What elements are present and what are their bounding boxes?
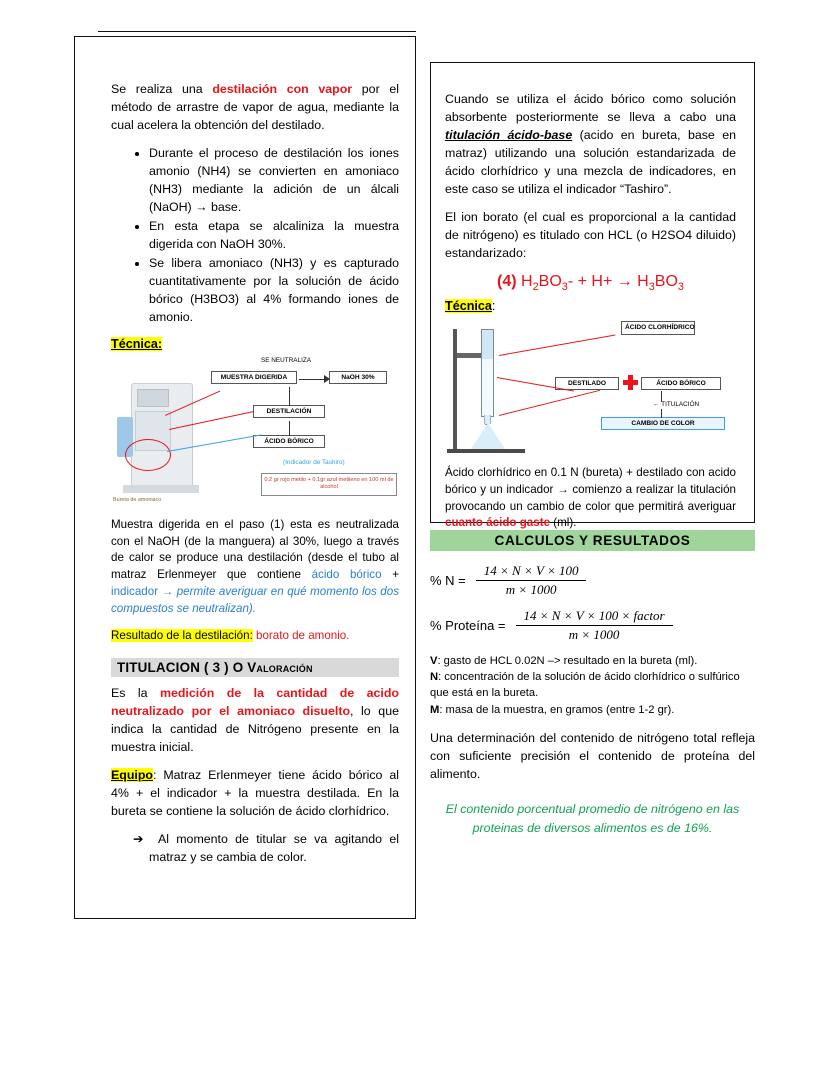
formula-legend (430, 653, 755, 718)
legend-key: M (430, 703, 440, 716)
titulacion-paragraph (111, 685, 399, 757)
calculations-section (430, 530, 755, 837)
right-paragraph-4: Una determinación del contenido de nitrógeno total refleja con suficiente precisión el contenido de proteína del alimento. (430, 730, 755, 781)
equipo-label: Equipo (111, 768, 153, 783)
distillation-device-image (113, 381, 209, 499)
box-acido-clorhidrico: ÁCIDO CLORHÍDRICO (621, 321, 695, 335)
equation-body: $H_2BO_3- + H+ \to H_3BO_3$ (521, 272, 684, 294)
formula-numerator-p: 14 × N × V × 100 × factor (516, 608, 673, 626)
muestra-arrow: → (158, 584, 177, 598)
device-screen (137, 389, 169, 407)
left-tecnica-label: Técnica: (111, 336, 163, 351)
titulacion-small-label: ← TITULACIÓN (653, 401, 700, 409)
formula-fraction-n (476, 563, 587, 598)
intro-paragraph (111, 81, 399, 135)
muestra-italic: permite averiguar en qué momento los dos compuestos se neutralizan). (111, 584, 399, 615)
muestra-acido: ácido bórico (311, 568, 382, 582)
legend-key: N (430, 671, 439, 684)
distillation-diagram (111, 357, 403, 507)
formula-numerator-n: 14 × N × V × 100 (476, 563, 587, 581)
calculos-banner: CALCULOS Y RESULTADOS (430, 530, 755, 551)
box-cambio-de-color: CAMBIO DE COLOR (601, 417, 725, 430)
legend-text: : concentración de la solución de ácido clorhídrico o sulfúrico que está en la bureta. (430, 671, 740, 700)
list-item: ➔ Al momento de titular se va agitando el matraz y se cambia de color. (133, 832, 399, 865)
formula-label-n: % N = (430, 573, 466, 588)
equipo-arrow-list (111, 831, 399, 867)
device-caption: Bureta de amoniaco (113, 496, 162, 503)
legend-item (430, 653, 755, 669)
plus-icon (623, 375, 638, 390)
muestra-indicador: indicador (111, 584, 159, 598)
arrow-muestra-naoh (299, 379, 327, 380)
red-ellipse-annotation (125, 439, 171, 471)
intro-highlight: destilación con vapor (212, 82, 353, 96)
right-tecnica-heading: Técnica: (445, 299, 496, 314)
formula-nitrogeno (430, 563, 755, 598)
connector-r2 (661, 409, 662, 418)
device-base (123, 485, 199, 493)
titration-diagram (445, 319, 735, 457)
left-column (74, 36, 416, 919)
equipo-paragraph (111, 767, 399, 821)
indicator-recipe-band: 0.2 gr rojo metilo + 0.1gr azul metileno en 100 ml de alcohol (261, 473, 397, 496)
right-tecnica-label: Técnica (445, 299, 492, 314)
legend-item (430, 669, 755, 701)
right-p3-pre: Ácido clorhídrico en 0.1 N (bureta) + destilado con acido bórico y un indicador → comienzo a realizar la titulación provocando un cambio de color que permitirá averiguar (445, 466, 736, 513)
muestra-mid: + (381, 568, 399, 582)
formula-denominator-p: m × 1000 (568, 627, 620, 642)
right-p1-emphasis: titulación ácido-base (445, 127, 573, 142)
titulacion-pre: Es la (111, 686, 160, 701)
formula-fraction-p (516, 608, 673, 643)
titulacion-red: medición de la cantidad de acido neutralizado por el amoniaco disuelto (111, 686, 399, 719)
formula-denominator-n: m × 1000 (505, 582, 557, 597)
indicador-tashiro-label: (Indicador de Tashiro) (283, 458, 345, 466)
right-paragraph-1 (445, 91, 736, 199)
list-item: • En esta etapa se alcaliniza la muestra digerida con NaOH 30%. (149, 218, 399, 254)
right-p3-red: cuanto ácido gaste (445, 516, 551, 530)
formula-label-p: % Proteína = (430, 618, 506, 633)
closing-statement: El contenido porcentual promedio de nitrógeno en las proteinas de diversos alimentos es de 16%. (445, 801, 740, 835)
right-paragraph-3 (445, 465, 736, 532)
resultado-value: borato de amonio. (252, 628, 350, 642)
connector-vertical (289, 387, 290, 406)
box-muestra-digerida: MUESTRA DIGERIDA (211, 371, 297, 384)
clamp (457, 353, 483, 358)
muestra-text-1: Muestra digerida en el paso (1) esta es neutralizada con el NaOH (de la manguera) al 30%, luego a través de calor se produce una destilación (desde el tubo al matraz Erlenmeyer que contiene (111, 517, 399, 582)
equation-4 (445, 273, 736, 293)
titulacion-post: , lo que indica la cantidad de Nitrógeno presente en la muestra inicial. (111, 704, 399, 755)
intro-bullet-list (111, 145, 399, 327)
stand-rod (453, 329, 457, 449)
box-destilacion: DESTILACIÓN (253, 405, 325, 418)
intro-post: por el método de arrastre de vapor de agua, mediante la cual acelera la obtención del destilado. (111, 82, 399, 132)
right-paragraph-2: El ion borato (el cual es proporcional a la cantidad de nitrógeno) es titulado con HCL (o H2SO4 diluido) estandarizado: (445, 209, 736, 260)
erlenmeyer-flask (471, 423, 505, 449)
equipo-bullet-text: Al momento de titular se va agitando el matraz y se cambia de color. (149, 832, 399, 865)
stand-base (447, 449, 525, 453)
formula-proteina (430, 608, 755, 643)
diagram-caption-neutraliza: SE NEUTRALIZA (261, 356, 312, 364)
left-tecnica-heading (111, 337, 399, 351)
burette (481, 329, 494, 417)
resultado-label: Resultado de la destilación: (111, 628, 253, 642)
list-item: • Durante el proceso de destilación los iones amonio (NH4) se convierten en amoniaco (NH3) mediante la adición de un álcali (NaOH) → base. (149, 145, 399, 217)
box-destilado: DESTILADO (555, 377, 619, 390)
right-p3-post: (ml). (550, 516, 577, 530)
right-p1-post: (acido en bureta, base en matraz) utilizando una solución estandarizada de ácido clorhídrico y una mezcla de indicadores, en este caso se utiliza el indicador “Tashiro”. (445, 127, 737, 196)
box-acido-borico: ÁCIDO BÓRICO (253, 435, 325, 448)
legend-text: : gasto de HCL 0.02N –> resultado en la bureta (ml). (437, 655, 698, 667)
arrow-tip (324, 375, 330, 383)
list-item: • Se libera amoniaco (NH3) y es capturado cuantitativamente por la solución de ácido bórico (H3BO3) al 4% formando iones de amonio. (149, 255, 399, 327)
right-column (430, 62, 755, 530)
connector-vertical-2 (289, 421, 290, 436)
equation-number: (4) (497, 272, 517, 290)
muestra-paragraph (111, 517, 399, 618)
box-acido-borico-right: ÁCIDO BÓRICO (641, 377, 721, 390)
connector-r1 (661, 391, 662, 402)
legend-text: : masa de la muestra, en gramos (entre 1-2 gr). (439, 703, 675, 716)
equipo-text: : Matraz Erlenmeyer tiene ácido bórico al 4% + el indicador + la muestra destilada. En la bureta se contiene la solución de ácido clorhídrico. (111, 768, 399, 819)
top-rule (98, 31, 416, 32)
box-naoh: NaOH 30% (329, 371, 387, 384)
section-titulacion-banner: TITULACION ( 3 ) O Valoración (111, 658, 399, 677)
legend-key: V (430, 655, 438, 667)
burette-setup-image (447, 323, 527, 453)
intro-pre: Se realiza una (111, 82, 213, 96)
right-p1-pre: Cuando se utiliza el ácido bórico como solución absorbente posteriormente se lleva a cabo una (445, 92, 736, 124)
resultado-line (111, 628, 399, 645)
legend-item (430, 702, 755, 718)
